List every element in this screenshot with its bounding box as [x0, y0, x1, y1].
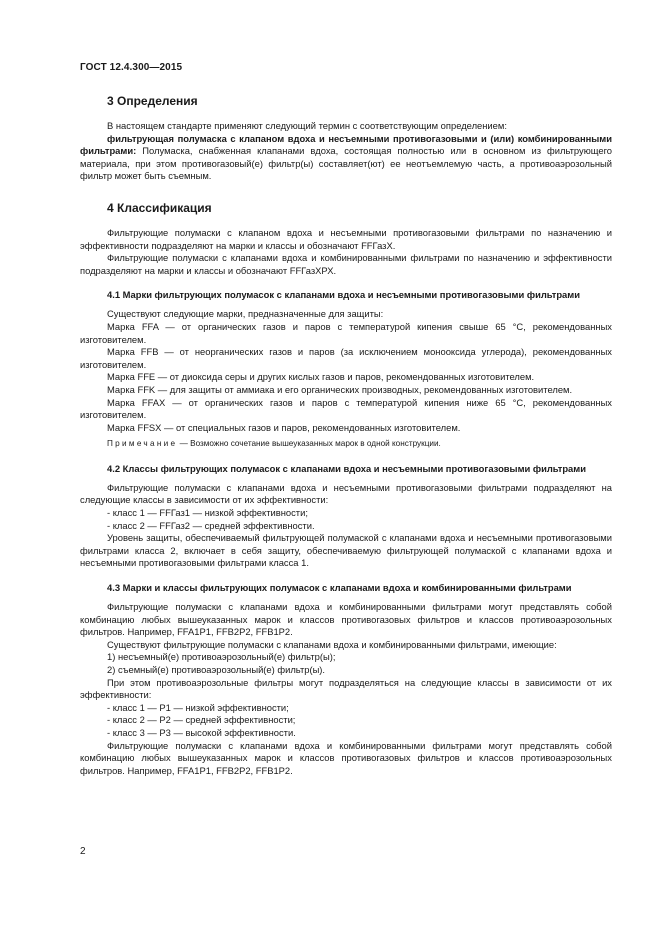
section-4-3-paragraph: - класс 2 — Р2 — средней эффективности; [107, 714, 296, 726]
note-label: Примечание [107, 439, 178, 449]
section-4-3-paragraph: - класс 1 — Р1 — низкой эффективности; [107, 701, 289, 713]
section-4-3-paragraph: 2) съемный(е) противоаэрозольный(е) фильтр(ы). [107, 664, 326, 675]
section-4-1-paragraph: Марка FFB — от неорганических газов и паров (за исключением монооксида углерода), рекомендованных изготовителем. [80, 346, 612, 370]
section-4-1-note [80, 438, 612, 451]
section-4-3-paragraph: При этом противоаэрозольные фильтры могут подразделяться на следующие классы в зависимости от их эффективности: [80, 676, 612, 701]
section-4-paragraph: Фильтрующие полумаски с клапанами вдоха и комбинированными фильтрами по назначению и эффективности подразделяют на марки и классы и обозначают FFГазХРХ. [80, 252, 612, 276]
section-3-definition [80, 133, 612, 183]
note-text: — Возможно сочетание вышеуказанных марок в одной конструкции. [177, 439, 441, 449]
section-4-2-paragraph: - класс 1 — FFГаз1 — низкой эффективности; [107, 507, 308, 519]
section-3-intro: В настоящем стандарте применяют следующий термин с соответствующим определением: [107, 120, 507, 131]
section-4-1-title: 4.1 Марки фильтрующих полумасок с клапанами вдоха и несъемными противогазовыми фильтрами [107, 289, 580, 301]
section-4-1-paragraph: Существуют следующие марки, предназначенные для защиты: [107, 308, 384, 320]
section-4-1-paragraph: Марка FFK — для защиты от аммиака и его органических производных, рекомендованных изготовителем. [107, 383, 573, 395]
section-4-3-paragraph: Фильтрующие полумаски с клапанами вдоха и комбинированными фильтрами могут представлять собой комбинацию любых вышеуказанных марок и классов противогазовых фильтров и классов противоаэрозольных фильтров. Например, FFA1P1, FFB2P2, FFB1P2. [80, 601, 612, 638]
section-4-3-paragraph: Фильтрующие полумаски с клапанами вдоха и комбинированными фильтрами могут представлять собой комбинацию любых вышеуказанных марок и классов противогазовых фильтров и классов противоаэрозольных фильтров. Например, FFA1P1, FFB2P2, FFB1P2. [80, 739, 612, 776]
term-definition: Полумаска, снабженная клапанами вдоха, состоящая полностью или в основном из фильтрующего материала, при этом противогазовый(е) фильтр(ы) составляет(ют) ее неотъемлемую часть, а противоаэрозольный фильтр может быть съемным. [80, 145, 613, 182]
section-4-2-paragraph: Фильтрующие полумаски с клапанами вдоха и несъемными противогазовыми фильтрами подразделяют на следующие классы в зависимости от их эффективности: [80, 481, 612, 506]
section-4-2-title: 4.2 Классы фильтрующих полумасок с клапанами вдоха и несъемными противогазовыми фильтрами [107, 462, 586, 474]
section-4-1-paragraph: Марка FFSX — от специальных газов и паров, рекомендованных изготовителем. [107, 421, 461, 433]
section-4-2-paragraph: - класс 2 — FFГаз2 — средней эффективности. [107, 519, 315, 531]
section-4-title: 4 Классификация [107, 200, 212, 215]
page-number: 2 [80, 846, 86, 857]
section-4-1-paragraph: Марка FFAX — от органических газов и паров с температурой кипения ниже 65 °С, рекомендованных изготовителем. [80, 396, 612, 421]
section-4-paragraph: Фильтрующие полумаски с клапаном вдоха и несъемными противогазовыми фильтрами по назначению и эффективности подразделяют на марки и классы и обозначают FFГазХ. [80, 226, 612, 251]
term-name: фильтрующая полумаска с клапаном вдоха и несъемными противогазовыми и (или) комбинированными фильтрами: [80, 132, 612, 157]
section-4-3-paragraph: Существуют фильтрующие полумаски с клапанами вдоха и комбинированными фильтрами, имеющие: [107, 638, 557, 650]
section-4-3-paragraph: - класс 3 — Р3 — высокой эффективности. [107, 726, 296, 738]
section-4-3-paragraph: 1) несъемный(е) противоаэрозольный(е) фильтр(ы); [107, 651, 336, 663]
section-4-3-title: 4.3 Марки и классы фильтрующих полумасок с клапанами вдоха и комбинированными фильтрами [107, 582, 572, 594]
section-3-title: 3 Определения [107, 94, 198, 108]
section-4-1-paragraph: Марка FFE — от диоксида серы и других кислых газов и паров, рекомендованных изготовителем. [107, 371, 535, 383]
section-4-2-paragraph: Уровень защиты, обеспечиваемый фильтрующей полумаской с клапанами вдоха и несъемными противогазовыми фильтрами класса 2, включает в себя защиту, обеспечиваемую фильтрующей полумаской с клапанами вдоха и несъемными противогазовыми фильтрами класса 1. [80, 532, 612, 569]
page-content [80, 94, 612, 777]
section-4-1-paragraph: Марка FFA — от органических газов и паров с температурой кипения свыше 65 °С, рекомендованных изготовителем. [80, 320, 612, 345]
standard-header: ГОСТ 12.4.300—2015 [80, 62, 183, 73]
